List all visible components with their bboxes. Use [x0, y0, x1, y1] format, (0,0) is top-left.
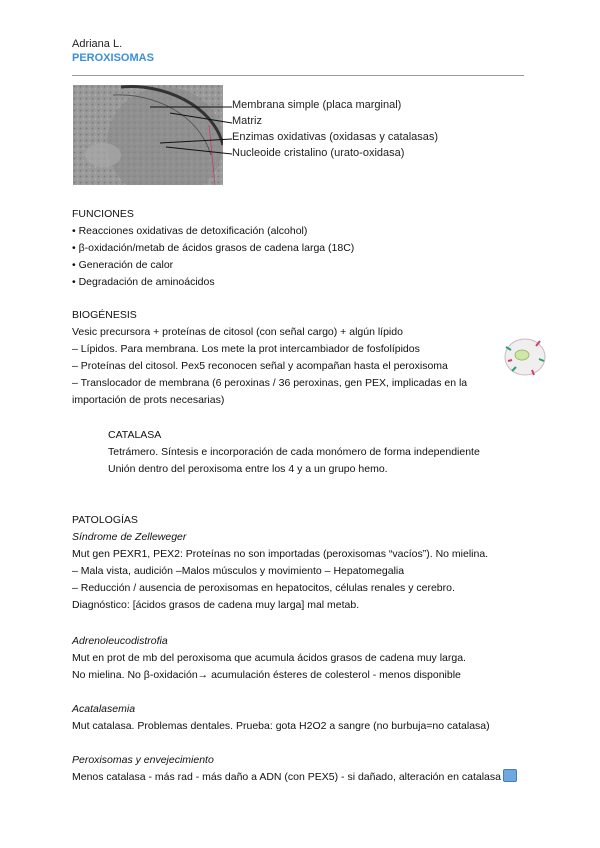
section-catalasa	[108, 427, 480, 478]
patologias-heading: PATOLOGÍAS	[72, 514, 138, 526]
list-item: • Generación de calor	[72, 259, 174, 271]
section-adreno	[72, 633, 542, 684]
text-line: No mielina. No β-oxidación→ acumulación ésteres de colesterol - menos disponible	[72, 669, 461, 681]
catalasa-heading: CATALASA	[108, 429, 162, 441]
text-line: Tetrámero. Síntesis e incorporación de cada monómero de forma independiente	[108, 446, 480, 458]
text-line: – Lípidos. Para membrana. Los mete la prot intercambiador de fosfolípidos	[72, 343, 420, 355]
text-line: Menos catalasa - más rad - más daño a ADN (con PEX5) - si dañado, alteración en catalasa	[72, 771, 501, 783]
text-line: Vesic precursora + proteínas de citosol (con señal cargo) + algún lípido	[72, 326, 403, 338]
text-line: – Translocador de membrana (6 peroxinas / 36 peroxinas, gen PEX, implicadas en la	[72, 377, 468, 389]
label-membrane: Membrana simple (placa marginal)	[232, 99, 402, 111]
label-matrix: Matriz	[232, 115, 262, 127]
subheading-envejecimiento: Peroxisomas y envejecimiento	[72, 754, 214, 766]
section-biogenesis	[72, 307, 512, 409]
biogenesis-heading: BIOGÉNESIS	[72, 309, 137, 321]
label-enzymes: Enzimas oxidativas (oxidasas y catalasas)	[232, 131, 439, 143]
subheading-acatalasemia: Acatalasemia	[72, 703, 136, 715]
header-divider	[72, 75, 524, 76]
figure-labels	[232, 97, 438, 161]
section-patologias	[72, 512, 542, 614]
section-envejecimiento	[72, 752, 552, 786]
section-acatalasemia	[72, 701, 542, 735]
label-nucleoid: Nucleoide cristalino (urato-oxidasa)	[232, 147, 405, 159]
page-title: PEROXISOMAS	[72, 52, 154, 64]
text-line: – Reducción / ausencia de peroxisomas en hepatocitos, células renales y cerebro.	[72, 582, 455, 594]
text-line: Mut gen PEXR1, PEX2: Proteínas no son importadas (peroxisomas “vacíos”). No mielina.	[72, 548, 489, 560]
subheading-adreno: Adrenoleucodistrofia	[72, 635, 168, 647]
text-line: Mut catalasa. Problemas dentales. Prueba: gota H2O2 a sangre (no burbuja=no catalasa)	[72, 720, 490, 732]
emoji-icon	[503, 769, 517, 782]
list-item: • β-oxidación/metab de ácidos grasos de cadena larga (18C)	[72, 242, 355, 254]
peroxisome-icon	[500, 333, 550, 381]
list-item: • Reacciones oxidativas de detoxificación (alcohol)	[72, 225, 308, 237]
subheading-zellweger: Síndrome de Zelleweger	[72, 531, 187, 543]
figure-pointers	[130, 95, 240, 155]
text-line: Mut en prot de mb del peroxisoma que acumula ácidos grasos de cadena muy larga.	[72, 652, 466, 664]
text-line-with-icon	[72, 769, 552, 786]
author-name: Adriana L.	[72, 38, 123, 50]
text-line: Diagnóstico: [ácidos grasos de cadena muy larga] mal metab.	[72, 599, 360, 611]
funciones-heading: FUNCIONES	[72, 208, 134, 220]
text-line: – Mala vista, audición –Malos músculos y movimiento – Hepatomegalia	[72, 565, 405, 577]
text-line: – Proteínas del citosol. Pex5 reconocen señal y acompañan hasta el peroxisoma	[72, 360, 448, 372]
text-line: importación de prots necesarias)	[72, 394, 225, 406]
text-line: Unión dentro del peroxisoma entre los 4 y a un grupo hemo.	[108, 463, 388, 475]
list-item: • Degradación de aminoácidos	[72, 276, 215, 288]
section-funciones	[72, 206, 354, 291]
